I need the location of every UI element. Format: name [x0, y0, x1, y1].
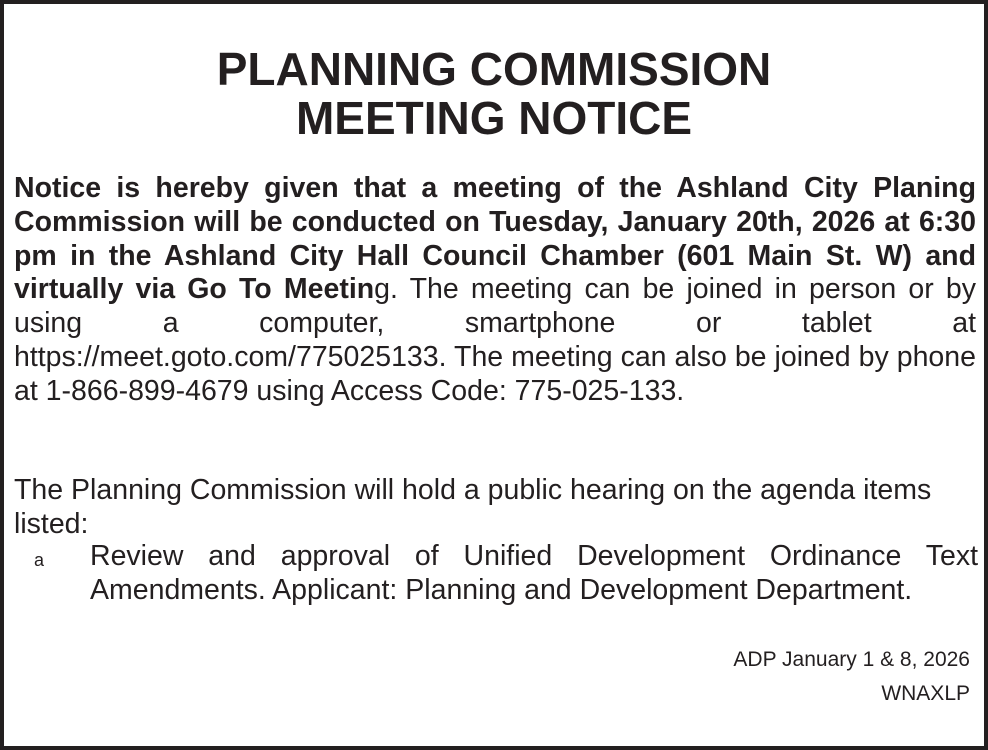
public-hearing-paragraph: The Planning Commission will hold a public hearing on the agenda items listed:	[14, 474, 932, 540]
publication-code: WNAXLP	[881, 682, 970, 705]
agenda-item-text: Review and approval of Unified Development Ordinance Text Amendments. Applicant: Planning and Development Department.	[90, 540, 978, 606]
meeting-details-bold: Notice is hereby given that a meeting of the Ashland City Planing Commission will be conducted on Tuesday, January 20th, 2026 at 6:30 pm in the Ashland City Hall Council Chamber (601 Main St. W) and virtually via Go To Meetin	[14, 172, 976, 306]
notice-title-line2: MEETING NOTICE	[295, 92, 693, 144]
meeting-details-regular: g. The meeting can be joined in person or by using a computer, smartphone or tablet at https://meet.goto.com/775025133. The meeting can also be joined by phone at 1-866-899-4679 using Access Code: 775-025-133.	[14, 273, 976, 407]
agenda-item-marker: a	[34, 550, 45, 570]
meeting-details-paragraph	[14, 172, 976, 409]
notice-title-line1: PLANNING COMMISSION	[216, 43, 772, 95]
publication-dates: ADP January 1 & 8, 2026	[733, 648, 970, 671]
